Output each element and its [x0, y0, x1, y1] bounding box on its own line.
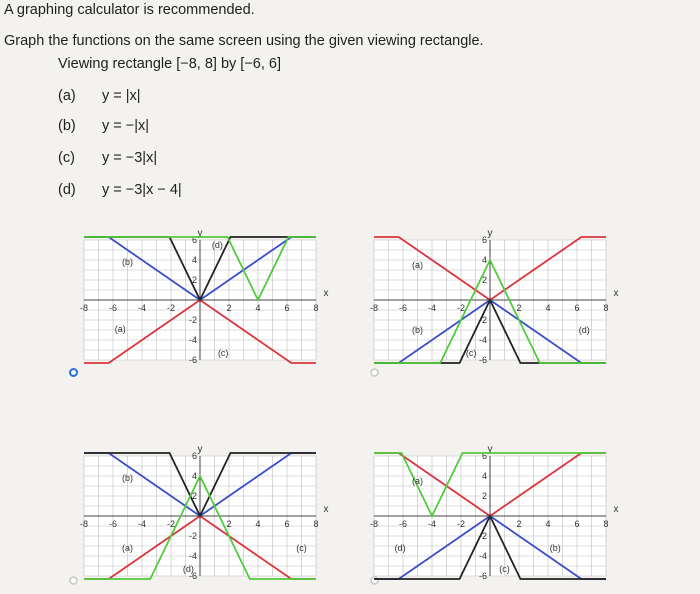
- y-tick-label: -4: [478, 551, 487, 561]
- y-tick-label: -2: [478, 531, 487, 541]
- x-tick-label: -6: [108, 303, 118, 313]
- viewing-rectangle: Viewing rectangle [−8, 8] by [−6, 6]: [58, 56, 282, 72]
- intro-text: A graphing calculator is recommended.: [4, 2, 255, 18]
- curve-label: (b): [412, 325, 423, 335]
- x-tick-label: -6: [108, 519, 118, 529]
- x-tick-label: 8: [603, 519, 609, 529]
- x-tick-label: 8: [603, 303, 609, 313]
- x-tick-label: -4: [427, 519, 437, 529]
- y-tick-label: -6: [188, 355, 197, 365]
- curve-label: (b): [122, 257, 133, 267]
- x-tick-label: 2: [516, 303, 522, 313]
- y-tick-label: 6: [481, 451, 487, 461]
- function-d: [58, 182, 182, 198]
- y-tick-label: -2: [188, 531, 197, 541]
- x-tick-label: 6: [284, 303, 290, 313]
- function-a-label: (a): [58, 88, 76, 104]
- curve-label: (a): [114, 324, 126, 334]
- function-d-expr: y = −3|x − 4|: [102, 182, 182, 198]
- y-tick-label: 2: [481, 491, 487, 501]
- x-axis-name: x: [323, 504, 329, 515]
- curve-label: (a): [412, 260, 423, 270]
- y-tick-label: -6: [478, 355, 487, 365]
- curve-label: (b): [122, 473, 133, 483]
- x-tick-label: -2: [166, 303, 176, 313]
- y-tick-label: 6: [481, 235, 487, 245]
- function-c-label: (c): [58, 150, 75, 166]
- x-tick-label: -8: [79, 519, 89, 529]
- function-b-label: (b): [58, 118, 76, 134]
- curve-label: (c): [296, 543, 307, 553]
- y-tick-label: -4: [478, 335, 487, 345]
- y-axis-name: y: [487, 444, 493, 455]
- curve-label: (c): [217, 348, 229, 358]
- x-tick-label: 8: [313, 303, 319, 313]
- y-tick-label: -6: [478, 571, 487, 581]
- x-axis-name: x: [613, 504, 619, 515]
- curve-label: (d): [578, 325, 590, 335]
- curve-label: (d): [394, 543, 406, 553]
- x-tick-label: 4: [545, 519, 551, 529]
- x-tick-label: 4: [255, 303, 261, 313]
- x-tick-label: -8: [79, 303, 89, 313]
- y-tick-label: 6: [191, 451, 197, 461]
- graph-canvas: [369, 208, 622, 378]
- y-tick-label: -6: [188, 571, 197, 581]
- x-tick-label: 6: [284, 519, 290, 529]
- x-tick-label: -4: [427, 303, 437, 313]
- x-tick-label: -4: [137, 303, 147, 313]
- y-tick-label: 6: [191, 235, 197, 245]
- option-1-radio[interactable]: [69, 368, 78, 377]
- x-tick-label: -8: [369, 303, 379, 313]
- curve-label: (d): [182, 564, 194, 574]
- y-axis-name: y: [487, 228, 493, 239]
- curve-label: (a): [412, 476, 423, 486]
- curve-label: (d): [211, 240, 223, 250]
- y-tick-label: 2: [191, 491, 197, 501]
- x-tick-label: -2: [456, 519, 466, 529]
- x-tick-label: 6: [574, 519, 580, 529]
- x-tick-label: -4: [137, 519, 147, 529]
- option-3-radio[interactable]: [69, 576, 78, 585]
- x-tick-label: 4: [545, 303, 551, 313]
- x-tick-label: 2: [226, 519, 232, 529]
- curve-label: (c): [499, 564, 510, 574]
- graph-canvas: [369, 424, 622, 594]
- x-axis-name: x: [323, 288, 329, 299]
- y-axis-name: y: [197, 444, 203, 455]
- y-tick-label: 2: [481, 275, 487, 285]
- option-1-graph[interactable]: [79, 208, 332, 378]
- y-tick-label: -4: [188, 551, 197, 561]
- x-tick-label: 2: [516, 519, 522, 529]
- option-3-graph[interactable]: [79, 424, 332, 594]
- y-tick-label: 4: [191, 255, 197, 265]
- y-axis-name: y: [197, 228, 203, 239]
- function-b: [58, 118, 149, 134]
- curve-label: (c): [465, 348, 477, 358]
- instruction-text: Graph the functions on the same screen using the given viewing rectangle.: [4, 33, 484, 49]
- curve-label: (b): [549, 543, 561, 553]
- graph-canvas: [79, 208, 332, 378]
- curve-label: (a): [122, 543, 133, 553]
- y-tick-label: 4: [191, 471, 197, 481]
- function-b-expr: y = −|x|: [102, 118, 150, 134]
- x-axis-name: x: [613, 288, 619, 299]
- x-tick-label: 2: [226, 303, 232, 313]
- y-tick-label: -2: [188, 315, 197, 325]
- y-tick-label: 2: [191, 275, 197, 285]
- y-tick-label: 4: [481, 255, 487, 265]
- y-tick-label: 4: [481, 471, 487, 481]
- option-4-graph[interactable]: [369, 424, 622, 594]
- x-tick-label: -6: [398, 303, 408, 313]
- function-d-label: (d): [58, 182, 76, 198]
- function-a: [58, 88, 141, 104]
- function-c: [58, 150, 157, 166]
- y-tick-label: -2: [478, 315, 487, 325]
- x-tick-label: -6: [398, 519, 408, 529]
- option-2-graph[interactable]: [369, 208, 622, 378]
- function-a-expr: y = |x|: [102, 88, 141, 104]
- x-tick-label: -8: [369, 519, 379, 529]
- x-tick-label: 6: [574, 303, 580, 313]
- graph-canvas: [79, 424, 332, 594]
- y-tick-label: -4: [188, 335, 197, 345]
- x-tick-label: 4: [255, 519, 261, 529]
- x-tick-label: -2: [166, 519, 176, 529]
- x-tick-label: 8: [313, 519, 319, 529]
- x-tick-label: -2: [456, 303, 466, 313]
- function-c-expr: y = −3|x|: [102, 150, 158, 166]
